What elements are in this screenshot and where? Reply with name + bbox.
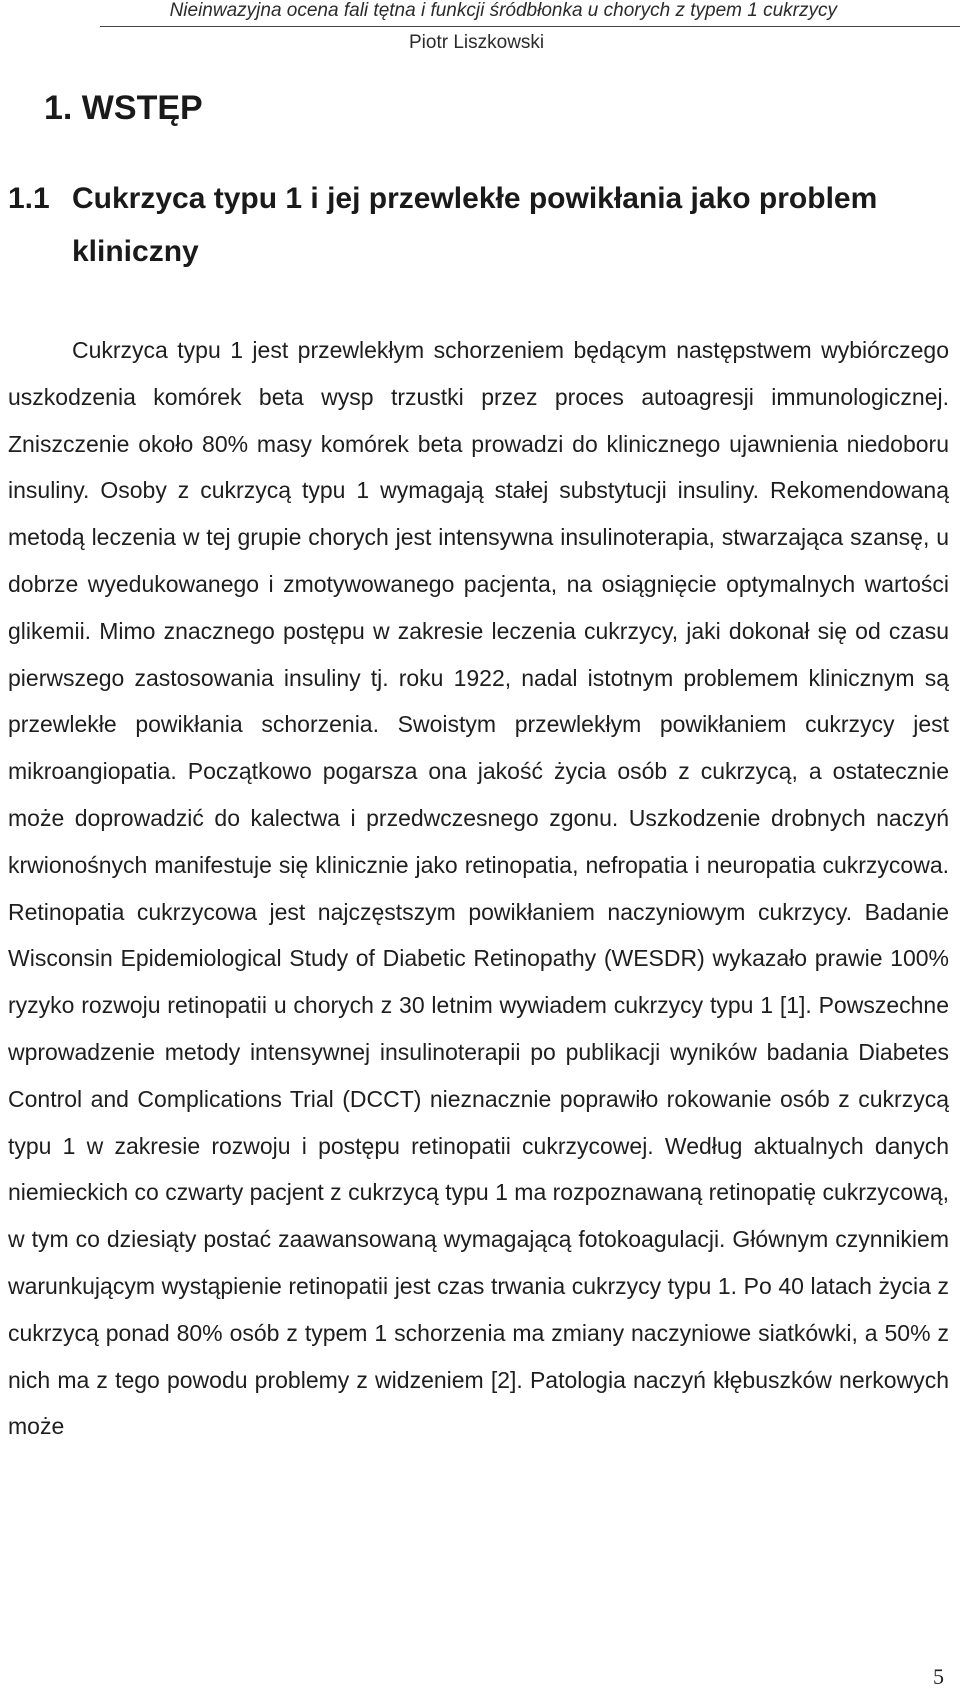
header-title: Nieinwazyjna ocena fali tętna i funkcji śródbłonka u chorych z typem 1 cukrzycy [169, 0, 837, 21]
page-number: 5 [933, 1664, 944, 1689]
section-title [8, 172, 948, 278]
chapter-title: 1. WSTĘP [44, 89, 203, 127]
body-paragraph: Cukrzyca typu 1 jest przewlekłym schorzeniem będącym następstwem wybiórczego uszkodzenia komórek beta wysp trzustki przez proces autoagresji immunologicznej. Zniszczenie około 80% masy komórek beta prowadzi do klinicznego ujawnienia niedoboru insuliny. Osoby z cukrzycą typu 1 wymagają stałej substytucji insuliny. Rekomendowaną metodą leczenia w tej grupie chorych jest intensywna insulinoterapia, stwarzająca szansę, u dobrze wyedukowanego i zmotywowanego pacjenta, na osiągnięcie optymalnych wartości glikemii. Mimo znacznego postępu w zakresie leczenia cukrzycy, jaki dokonał się od czasu pierwszego zastosowania insuliny tj. roku 1922, nadal istotnym problemem klinicznym są przewlekłe powikłania schorzenia. Swoistym przewlekłym powikłaniem cukrzycy jest mikroangiopatia. Początkowo pogarsza ona jakość życia osób z cukrzycą, a ostatecznie może doprowadzić do kalectwa i przedwczesnego zgonu. Uszkodzenie drobnych naczyń krwionośnych manifestuje się klinicznie jako retinopatia, nefropatia i neuropatia cukrzycowa. Retinopatia cukrzycowa jest najczęstszym powikłaniem naczyniowym cukrzycy. Badanie Wisconsin Epidemiological Study of Diabetic Retinopathy (WESDR) wykazało prawie 100% ryzyko rozwoju retinopatii u chorych z 30 letnim wywiadem cukrzycy typu 1 [1]. Powszechne wprowadzenie metody intensywnej insulinoterapii po publikacji wyników badania Diabetes Control and Complications Trial (DCCT) nieznacznie poprawiło rokowanie osób z cukrzycą typu 1 w zakresie rozwoju i postępu retinopatii cukrzycowej. Według aktualnych danych niemieckich co czwarty pacjent z cukrzycą typu 1 ma rozpoznawaną retinopatię cukrzycową, w tym co dziesiąty postać zaawansowaną wymagającą fotokoagulacji. Głównym czynnikiem warunkującym wystąpienie retinopatii jest czas trwania cukrzycy typu 1. Po 40 latach życia z cukrzycą ponad 80% osób z typem 1 schorzenia ma zmiany naczyniowe siatkówki, a 50% z nich ma z tego powodu problemy z widzeniem [2]. Patologia naczyń kłębuszków nerkowych może [8, 337, 949, 1440]
section-title-line-1: Cukrzyca typu 1 i jej przewlekłe powikłania jako problem [72, 182, 878, 215]
section-title-line-2: kliniczny [72, 235, 199, 268]
running-header [0, 0, 960, 60]
section-number: 1.1 [8, 182, 50, 215]
header-divider [100, 26, 960, 27]
header-author: Piotr Liszkowski [409, 32, 545, 53]
